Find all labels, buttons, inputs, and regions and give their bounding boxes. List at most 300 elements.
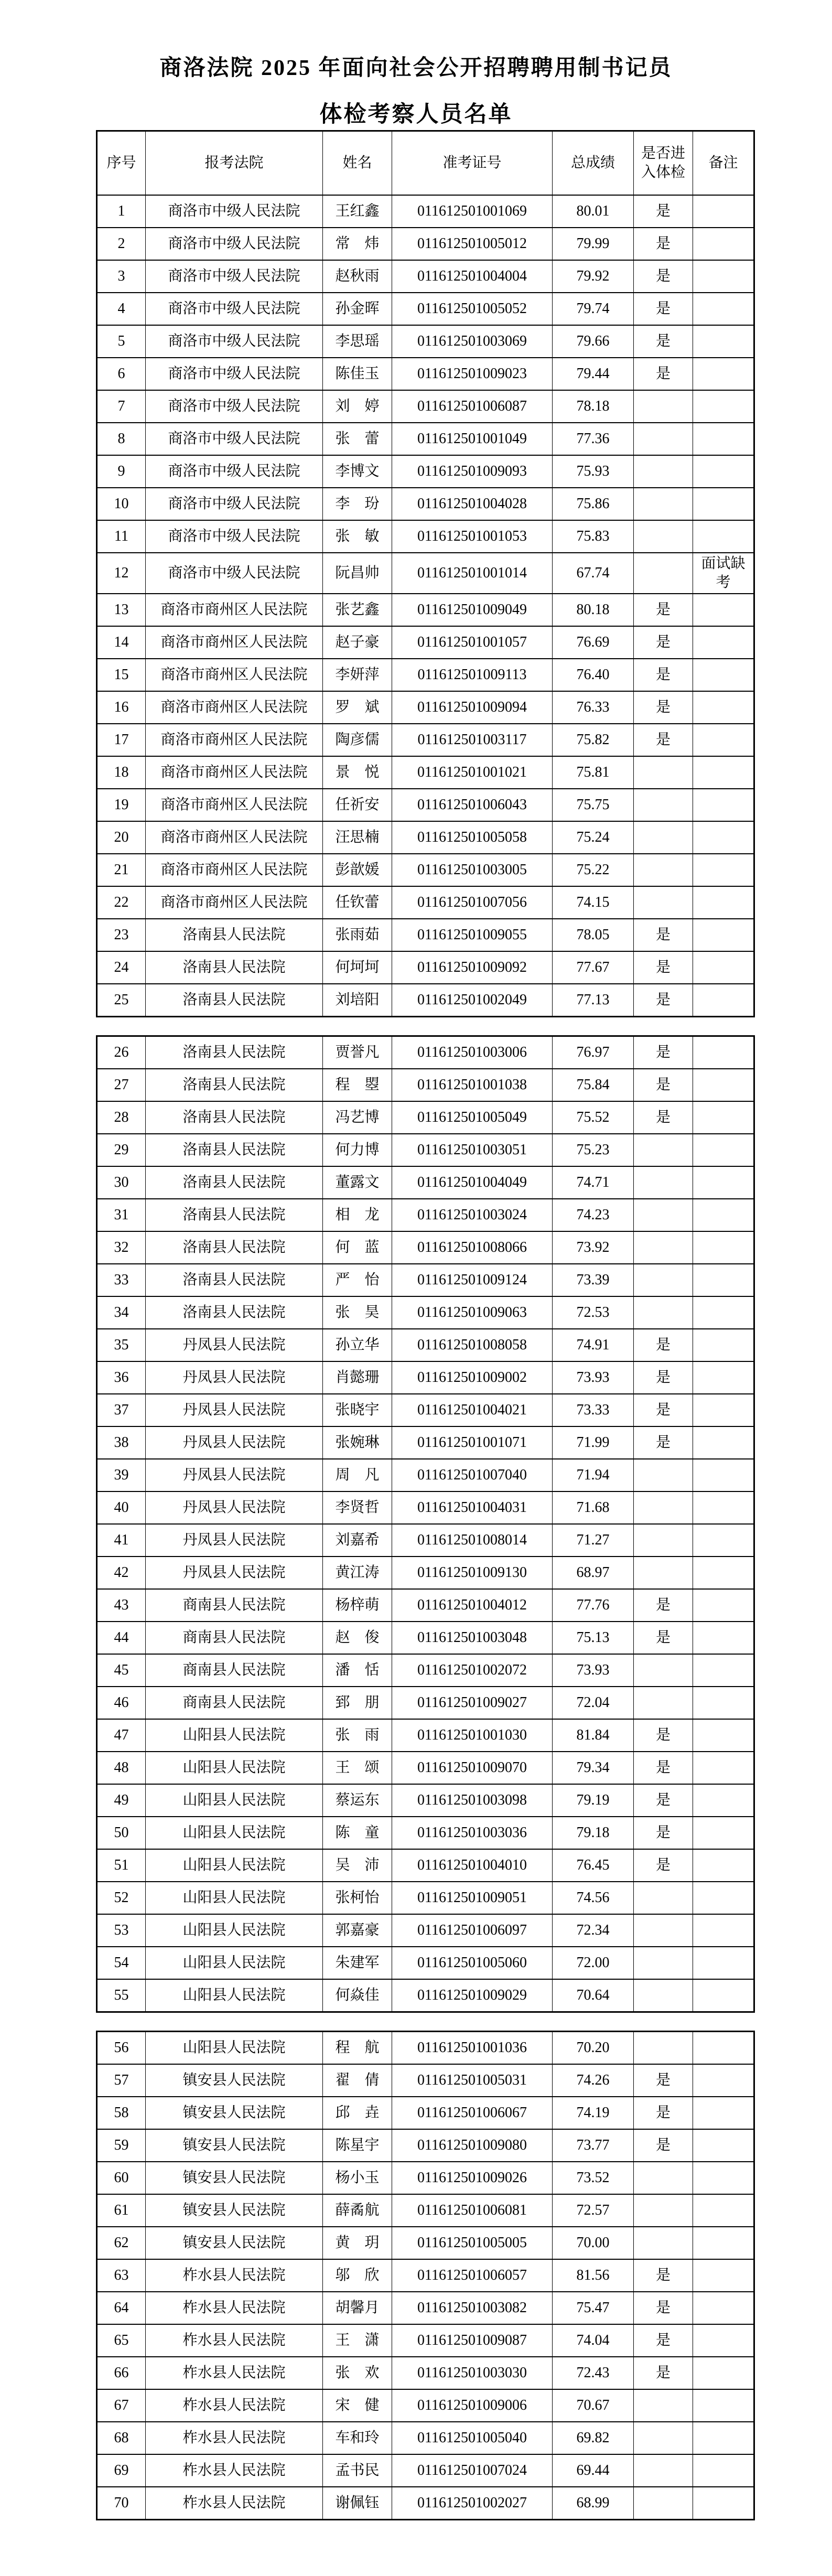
cell-score: 71.68 (553, 1491, 634, 1524)
cell-court: 商洛市中级人民法院 (146, 325, 323, 358)
cell-name: 潘 恬 (323, 1654, 392, 1687)
cell-enter (634, 1166, 693, 1199)
table-row (97, 553, 754, 594)
cell-seq: 34 (97, 1296, 146, 1329)
cell-name: 任钦蕾 (323, 886, 392, 919)
cell-enter (634, 1557, 693, 1589)
cell-court: 洛南县人民法院 (146, 1101, 323, 1134)
cell-name: 景 悦 (323, 756, 392, 789)
cell-score: 70.20 (553, 2031, 634, 2064)
cell-court: 柞水县人民法院 (146, 2292, 323, 2324)
cell-court: 商洛市中级人民法院 (146, 423, 323, 455)
table-row (97, 488, 754, 520)
cell-remark (693, 756, 754, 789)
cell-court: 商南县人民法院 (146, 1622, 323, 1654)
cell-court: 柞水县人民法院 (146, 2324, 323, 2357)
cell-court: 洛南县人民法院 (146, 1231, 323, 1264)
cell-enter: 是 (634, 2129, 693, 2162)
cell-seq: 48 (97, 1752, 146, 1784)
cell-ticket: 011612501009124 (392, 1264, 553, 1296)
cell-court: 洛南县人民法院 (146, 1069, 323, 1101)
cell-ticket: 011612501004004 (392, 260, 553, 293)
cell-ticket: 011612501009093 (392, 455, 553, 488)
cell-remark (693, 1589, 754, 1622)
cell-ticket: 011612501001057 (392, 626, 553, 659)
cell-seq: 59 (97, 2129, 146, 2162)
cell-court: 商南县人民法院 (146, 1589, 323, 1622)
cell-court: 山阳县人民法院 (146, 1752, 323, 1784)
cell-ticket: 011612501009051 (392, 1882, 553, 1914)
cell-remark (693, 2292, 754, 2324)
cell-enter (634, 2422, 693, 2454)
cell-ticket: 011612501002072 (392, 1654, 553, 1687)
cell-score: 75.52 (553, 1101, 634, 1134)
table-row (97, 626, 754, 659)
cell-enter: 是 (634, 1394, 693, 1426)
cell-court: 洛南县人民法院 (146, 919, 323, 951)
cell-remark (693, 789, 754, 821)
cell-court: 山阳县人民法院 (146, 1947, 323, 1979)
cell-name: 张柯怡 (323, 1882, 392, 1914)
cell-ticket: 011612501005040 (392, 2422, 553, 2454)
cell-score: 75.22 (553, 854, 634, 886)
cell-remark (693, 2162, 754, 2194)
cell-seq: 45 (97, 1654, 146, 1687)
cell-name: 赵 俊 (323, 1622, 392, 1654)
table-row (97, 1426, 754, 1459)
table-row (97, 1231, 754, 1264)
cell-ticket: 011612501001069 (392, 195, 553, 228)
cell-court: 镇安县人民法院 (146, 2129, 323, 2162)
cell-name: 孙金晖 (323, 293, 392, 325)
cell-court: 洛南县人民法院 (146, 1134, 323, 1166)
cell-enter: 是 (634, 1329, 693, 1361)
cell-seq: 1 (97, 195, 146, 228)
cell-remark (693, 1817, 754, 1849)
cell-seq: 60 (97, 2162, 146, 2194)
cell-ticket: 011612501005005 (392, 2227, 553, 2259)
cell-ticket: 011612501007040 (392, 1459, 553, 1491)
cell-ticket: 011612501004049 (392, 1166, 553, 1199)
cell-name: 张晓宇 (323, 1394, 392, 1426)
cell-enter (634, 1687, 693, 1719)
table-row (97, 1979, 754, 2012)
cell-remark (693, 455, 754, 488)
cell-score: 69.44 (553, 2454, 634, 2487)
cell-court: 商洛市商州区人民法院 (146, 594, 323, 626)
cell-score: 76.97 (553, 1036, 634, 1069)
cell-ticket: 011612501003005 (392, 854, 553, 886)
cell-seq: 61 (97, 2194, 146, 2227)
cell-seq: 63 (97, 2259, 146, 2292)
cell-score: 81.56 (553, 2259, 634, 2292)
cell-ticket: 011612501009029 (392, 1979, 553, 2012)
cell-remark: 面试缺考 (693, 553, 754, 594)
cell-seq: 11 (97, 520, 146, 553)
cell-name: 陈佳玉 (323, 358, 392, 390)
cell-score: 75.13 (553, 1622, 634, 1654)
table-row (97, 1491, 754, 1524)
table-row (97, 2422, 754, 2454)
cell-name: 程 航 (323, 2031, 392, 2064)
cell-score: 68.97 (553, 1557, 634, 1589)
cell-seq: 23 (97, 919, 146, 951)
cell-enter: 是 (634, 358, 693, 390)
cell-remark (693, 2357, 754, 2389)
cell-seq: 50 (97, 1817, 146, 1849)
cell-name: 冯艺博 (323, 1101, 392, 1134)
table-row (97, 260, 754, 293)
cell-court: 商洛市商州区人民法院 (146, 659, 323, 691)
cell-seq: 40 (97, 1491, 146, 1524)
cell-score: 73.93 (553, 1654, 634, 1687)
cell-court: 商洛市商州区人民法院 (146, 691, 323, 724)
cell-remark (693, 1329, 754, 1361)
cell-seq: 9 (97, 455, 146, 488)
table-row (97, 1752, 754, 1784)
cell-court: 丹凤县人民法院 (146, 1426, 323, 1459)
cell-ticket: 011612501005031 (392, 2064, 553, 2097)
cell-ticket: 011612501009094 (392, 691, 553, 724)
cell-enter (634, 520, 693, 553)
cell-score: 79.18 (553, 1817, 634, 1849)
cell-score: 76.45 (553, 1849, 634, 1882)
cell-remark (693, 984, 754, 1017)
table-row (97, 1947, 754, 1979)
table-row (97, 1166, 754, 1199)
cell-seq: 47 (97, 1719, 146, 1752)
cell-ticket: 011612501004031 (392, 1491, 553, 1524)
col-header-score: 总成绩 (553, 131, 634, 195)
cell-name: 孟书民 (323, 2454, 392, 2487)
cell-score: 74.19 (553, 2097, 634, 2129)
cell-name: 罗 斌 (323, 691, 392, 724)
cell-remark (693, 1784, 754, 1817)
cell-name: 何力博 (323, 1134, 392, 1166)
cell-court: 丹凤县人民法院 (146, 1459, 323, 1491)
cell-name: 李贤哲 (323, 1491, 392, 1524)
cell-remark (693, 2259, 754, 2292)
table-row (97, 2292, 754, 2324)
cell-court: 柞水县人民法院 (146, 2422, 323, 2454)
cell-court: 镇安县人民法院 (146, 2064, 323, 2097)
cell-score: 79.92 (553, 260, 634, 293)
cell-seq: 21 (97, 854, 146, 886)
table-row (97, 821, 754, 854)
cell-enter (634, 1231, 693, 1264)
cell-remark (693, 919, 754, 951)
col-header-court: 报考法院 (146, 131, 323, 195)
cell-ticket: 011612501003117 (392, 724, 553, 756)
cell-remark (693, 1557, 754, 1589)
cell-score: 71.94 (553, 1459, 634, 1491)
cell-seq: 31 (97, 1199, 146, 1231)
cell-enter: 是 (634, 1622, 693, 1654)
cell-remark (693, 520, 754, 553)
cell-court: 山阳县人民法院 (146, 1784, 323, 1817)
cell-remark (693, 1622, 754, 1654)
table-row (97, 1589, 754, 1622)
cell-remark (693, 1134, 754, 1166)
cell-court: 商洛市中级人民法院 (146, 390, 323, 423)
cell-seq: 33 (97, 1264, 146, 1296)
cell-name: 李 玢 (323, 488, 392, 520)
cell-court: 柞水县人民法院 (146, 2259, 323, 2292)
table-row (97, 2227, 754, 2259)
cell-remark (693, 1752, 754, 1784)
cell-name: 程 曌 (323, 1069, 392, 1101)
cell-name: 陶彦儒 (323, 724, 392, 756)
cell-court: 商南县人民法院 (146, 1654, 323, 1687)
cell-enter: 是 (634, 2097, 693, 2129)
cell-seq: 26 (97, 1036, 146, 1069)
table-row (97, 984, 754, 1017)
cell-court: 商洛市商州区人民法院 (146, 626, 323, 659)
cell-name: 朱建军 (323, 1947, 392, 1979)
cell-score: 75.82 (553, 724, 634, 756)
cell-court: 镇安县人民法院 (146, 2162, 323, 2194)
cell-remark (693, 2389, 754, 2422)
cell-remark (693, 293, 754, 325)
cell-seq: 69 (97, 2454, 146, 2487)
cell-score: 72.57 (553, 2194, 634, 2227)
cell-enter (634, 2031, 693, 2064)
cell-court: 商洛市中级人民法院 (146, 228, 323, 260)
cell-seq: 20 (97, 821, 146, 854)
cell-seq: 17 (97, 724, 146, 756)
cell-court: 镇安县人民法院 (146, 2227, 323, 2259)
cell-court: 山阳县人民法院 (146, 1979, 323, 2012)
cell-remark (693, 228, 754, 260)
cell-ticket: 011612501006057 (392, 2259, 553, 2292)
cell-court: 丹凤县人民法院 (146, 1491, 323, 1524)
table-row (97, 1036, 754, 1069)
cell-seq: 51 (97, 1849, 146, 1882)
cell-score: 76.33 (553, 691, 634, 724)
cell-name: 张 蕾 (323, 423, 392, 455)
cell-remark (693, 2129, 754, 2162)
table-row (97, 2097, 754, 2129)
cell-ticket: 011612501001071 (392, 1426, 553, 1459)
cell-enter: 是 (634, 260, 693, 293)
cell-court: 商洛市中级人民法院 (146, 358, 323, 390)
cell-name: 郅 朋 (323, 1687, 392, 1719)
cell-remark (693, 691, 754, 724)
cell-ticket: 011612501007056 (392, 886, 553, 919)
cell-name: 阮昌帅 (323, 553, 392, 594)
cell-seq: 10 (97, 488, 146, 520)
cell-court: 商洛市商州区人民法院 (146, 854, 323, 886)
cell-score: 79.34 (553, 1752, 634, 1784)
cell-score: 75.86 (553, 488, 634, 520)
cell-court: 镇安县人民法院 (146, 2194, 323, 2227)
cell-court: 洛南县人民法院 (146, 984, 323, 1017)
col-header-seq: 序号 (97, 131, 146, 195)
cell-enter (634, 2194, 693, 2227)
cell-score: 75.84 (553, 1069, 634, 1101)
cell-enter (634, 488, 693, 520)
table-row (97, 1524, 754, 1557)
cell-remark (693, 2097, 754, 2129)
cell-enter: 是 (634, 1361, 693, 1394)
table-row (97, 1719, 754, 1752)
col-header-name: 姓名 (323, 131, 392, 195)
cell-remark (693, 2194, 754, 2227)
cell-ticket: 011612501009063 (392, 1296, 553, 1329)
cell-seq: 15 (97, 659, 146, 691)
cell-enter: 是 (634, 2064, 693, 2097)
cell-seq: 4 (97, 293, 146, 325)
cell-seq: 8 (97, 423, 146, 455)
cell-seq: 53 (97, 1914, 146, 1947)
cell-score: 77.13 (553, 984, 634, 1017)
table-row (97, 951, 754, 984)
cell-court: 丹凤县人民法院 (146, 1361, 323, 1394)
cell-court: 商洛市中级人民法院 (146, 520, 323, 553)
table-row (97, 724, 754, 756)
cell-enter: 是 (634, 594, 693, 626)
cell-name: 蔡运东 (323, 1784, 392, 1817)
cell-enter (634, 1654, 693, 1687)
cell-name: 孙立华 (323, 1329, 392, 1361)
cell-score: 74.04 (553, 2324, 634, 2357)
cell-court: 商洛市中级人民法院 (146, 260, 323, 293)
cell-ticket: 011612501001014 (392, 553, 553, 594)
table-row (97, 1557, 754, 1589)
cell-seq: 3 (97, 260, 146, 293)
table-row (97, 2064, 754, 2097)
cell-court: 商洛市中级人民法院 (146, 195, 323, 228)
table-row (97, 1687, 754, 1719)
cell-ticket: 011612501009130 (392, 1557, 553, 1589)
cell-score: 80.18 (553, 594, 634, 626)
cell-enter: 是 (634, 1589, 693, 1622)
cell-enter: 是 (634, 1849, 693, 1882)
cell-ticket: 011612501001036 (392, 2031, 553, 2064)
table-row (97, 195, 754, 228)
cell-ticket: 011612501006097 (392, 1914, 553, 1947)
cell-ticket: 011612501003051 (392, 1134, 553, 1166)
cell-score: 74.26 (553, 2064, 634, 2097)
cell-name: 邱 垚 (323, 2097, 392, 2129)
cell-enter (634, 2162, 693, 2194)
cell-remark (693, 1459, 754, 1491)
cell-seq: 41 (97, 1524, 146, 1557)
cell-court: 柞水县人民法院 (146, 2357, 323, 2389)
cell-enter (634, 1134, 693, 1166)
cell-score: 72.53 (553, 1296, 634, 1329)
cell-remark (693, 390, 754, 423)
cell-court: 山阳县人民法院 (146, 1719, 323, 1752)
table-row (97, 1394, 754, 1426)
cell-enter (634, 553, 693, 594)
cell-ticket: 011612501009027 (392, 1687, 553, 1719)
table-row (97, 228, 754, 260)
cell-enter: 是 (634, 195, 693, 228)
cell-remark (693, 423, 754, 455)
cell-court: 山阳县人民法院 (146, 1914, 323, 1947)
table-row (97, 2357, 754, 2389)
roster-table-1 (96, 130, 755, 1017)
cell-ticket: 011612501006067 (392, 2097, 553, 2129)
cell-score: 73.92 (553, 1231, 634, 1264)
cell-score: 70.64 (553, 1979, 634, 2012)
cell-ticket: 011612501009023 (392, 358, 553, 390)
cell-enter: 是 (634, 293, 693, 325)
cell-name: 黄江涛 (323, 1557, 392, 1589)
cell-ticket: 011612501003024 (392, 1199, 553, 1231)
cell-name: 张 欢 (323, 2357, 392, 2389)
cell-court: 商洛市中级人民法院 (146, 293, 323, 325)
cell-score: 79.74 (553, 293, 634, 325)
cell-seq: 12 (97, 553, 146, 594)
table-row (97, 1101, 754, 1134)
cell-ticket: 011612501009087 (392, 2324, 553, 2357)
col-header-remark: 备注 (693, 131, 754, 195)
cell-name: 何 蓝 (323, 1231, 392, 1264)
cell-ticket: 011612501003069 (392, 325, 553, 358)
cell-ticket: 011612501003048 (392, 1622, 553, 1654)
cell-seq: 42 (97, 1557, 146, 1589)
cell-score: 74.23 (553, 1199, 634, 1231)
cell-name: 张婉琳 (323, 1426, 392, 1459)
cell-seq: 32 (97, 1231, 146, 1264)
cell-remark (693, 260, 754, 293)
table-row (97, 390, 754, 423)
cell-remark (693, 1069, 754, 1101)
cell-score: 73.93 (553, 1361, 634, 1394)
cell-seq: 57 (97, 2064, 146, 2097)
cell-score: 77.36 (553, 423, 634, 455)
cell-score: 70.00 (553, 2227, 634, 2259)
cell-ticket: 011612501008058 (392, 1329, 553, 1361)
cell-remark (693, 1914, 754, 1947)
cell-remark (693, 1426, 754, 1459)
cell-enter: 是 (634, 691, 693, 724)
table-row (97, 1882, 754, 1914)
cell-seq: 68 (97, 2422, 146, 2454)
cell-score: 68.99 (553, 2487, 634, 2520)
cell-name: 王红鑫 (323, 195, 392, 228)
cell-enter (634, 854, 693, 886)
cell-court: 丹凤县人民法院 (146, 1524, 323, 1557)
cell-enter: 是 (634, 2357, 693, 2389)
cell-name: 翟 倩 (323, 2064, 392, 2097)
cell-name: 刘 婷 (323, 390, 392, 423)
table-row (97, 886, 754, 919)
cell-remark (693, 659, 754, 691)
cell-enter: 是 (634, 724, 693, 756)
table-row (97, 1784, 754, 1817)
table-row (97, 1817, 754, 1849)
cell-name: 贾誉凡 (323, 1036, 392, 1069)
cell-name: 李博文 (323, 455, 392, 488)
cell-remark (693, 1654, 754, 1687)
cell-enter (634, 1882, 693, 1914)
cell-remark (693, 2064, 754, 2097)
table-row (97, 2162, 754, 2194)
cell-seq: 13 (97, 594, 146, 626)
table-row (97, 358, 754, 390)
cell-name: 何焱佳 (323, 1979, 392, 2012)
cell-remark (693, 724, 754, 756)
cell-ticket: 011612501001049 (392, 423, 553, 455)
cell-name: 赵秋雨 (323, 260, 392, 293)
table-row (97, 1849, 754, 1882)
table-row (97, 1134, 754, 1166)
table-row (97, 1654, 754, 1687)
document-title-line1: 商洛法院 2025 年面向社会公开招聘聘用制书记员 (159, 56, 673, 80)
